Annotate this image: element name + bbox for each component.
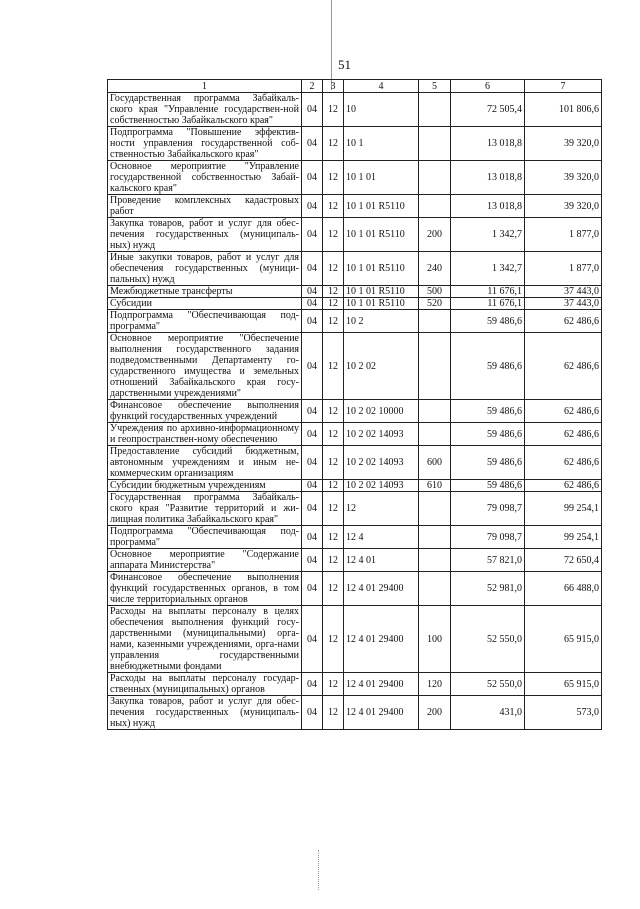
row-name: Основное мероприятие "Управление государственной собственностью Забай-кальского края"	[108, 161, 302, 195]
page-number: 51	[338, 57, 351, 72]
row-target-article: 10 1 01 R5110	[344, 286, 419, 298]
row-amount-year-2: 39 320,0	[525, 127, 602, 161]
table-row	[108, 526, 602, 549]
row-section-code: 12	[323, 423, 344, 446]
row-ministry-code: 04	[302, 310, 323, 333]
row-expense-type	[419, 333, 451, 400]
table-row	[108, 93, 602, 127]
row-ministry-code: 04	[302, 526, 323, 549]
row-amount-year-1: 59 486,6	[451, 310, 525, 333]
row-name: Межбюджетные трансферты	[108, 286, 302, 298]
row-ministry-code: 04	[302, 480, 323, 492]
row-amount-year-1: 59 486,6	[451, 333, 525, 400]
row-expense-type	[419, 93, 451, 127]
row-amount-year-2: 62 486,6	[525, 310, 602, 333]
row-ministry-code: 04	[302, 286, 323, 298]
row-amount-year-1: 52 550,0	[451, 673, 525, 696]
table-body	[108, 93, 602, 730]
row-target-article: 12 4 01 29400	[344, 696, 419, 730]
row-name: Учреждения по архивно-информационному и геопространствен-ному обеспечению	[108, 423, 302, 446]
row-amount-year-2: 62 486,6	[525, 446, 602, 480]
row-target-article: 10 2 02 14093	[344, 446, 419, 480]
row-name: Основное мероприятие "Обеспечение выполнения государственного задания подведомственными Департаменту го-сударственного имущества и земельных отношений Забайкальского края госу-дарственными учреждениями"	[108, 333, 302, 400]
row-amount-year-2: 37 443,0	[525, 286, 602, 298]
row-section-code: 12	[323, 446, 344, 480]
row-name: Субсидии	[108, 298, 302, 310]
row-ministry-code: 04	[302, 218, 323, 252]
row-amount-year-2: 37 443,0	[525, 298, 602, 310]
row-name: Расходы на выплаты персоналу государ-ственных (муниципальных) органов	[108, 673, 302, 696]
header-col-5: 5	[419, 80, 451, 93]
row-target-article: 12 4 01 29400	[344, 606, 419, 673]
row-amount-year-2: 62 486,6	[525, 333, 602, 400]
row-section-code: 12	[323, 127, 344, 161]
row-amount-year-1: 59 486,6	[451, 423, 525, 446]
row-expense-type: 240	[419, 252, 451, 286]
row-section-code: 12	[323, 480, 344, 492]
row-section-code: 12	[323, 606, 344, 673]
table-row	[108, 492, 602, 526]
row-target-article: 10 1 01 R5110	[344, 252, 419, 286]
table-row	[108, 400, 602, 423]
row-ministry-code: 04	[302, 161, 323, 195]
table-row	[108, 218, 602, 252]
row-amount-year-2: 62 486,6	[525, 400, 602, 423]
row-ministry-code: 04	[302, 492, 323, 526]
row-target-article: 10 2	[344, 310, 419, 333]
row-amount-year-1: 52 550,0	[451, 606, 525, 673]
table-row	[108, 195, 602, 218]
row-amount-year-1: 11 676,1	[451, 298, 525, 310]
header-col-1: 1	[108, 80, 302, 93]
row-expense-type	[419, 161, 451, 195]
row-target-article: 12 4 01 29400	[344, 572, 419, 606]
row-target-article: 10 1 01 R5110	[344, 298, 419, 310]
table-row	[108, 161, 602, 195]
row-ministry-code: 04	[302, 572, 323, 606]
header-col-7: 7	[525, 80, 602, 93]
row-expense-type: 120	[419, 673, 451, 696]
row-expense-type	[419, 492, 451, 526]
row-section-code: 12	[323, 93, 344, 127]
row-amount-year-2: 1 877,0	[525, 218, 602, 252]
table-row	[108, 310, 602, 333]
row-name: Закупка товаров, работ и услуг для обес-печения государственных (муниципаль-ных) нужд	[108, 696, 302, 730]
row-amount-year-2: 39 320,0	[525, 161, 602, 195]
header-col-4: 4	[344, 80, 419, 93]
row-ministry-code: 04	[302, 195, 323, 218]
row-ministry-code: 04	[302, 400, 323, 423]
row-section-code: 12	[323, 286, 344, 298]
row-amount-year-1: 57 821,0	[451, 549, 525, 572]
row-amount-year-2: 99 254,1	[525, 492, 602, 526]
row-expense-type: 520	[419, 298, 451, 310]
row-section-code: 12	[323, 526, 344, 549]
row-target-article: 10 2 02 14093	[344, 480, 419, 492]
table-row	[108, 572, 602, 606]
row-name: Государственная программа Забайкаль-ского края "Развитие территорий и жи-лищная политика Забайкальского края"	[108, 492, 302, 526]
row-amount-year-1: 13 018,8	[451, 195, 525, 218]
row-amount-year-1: 431,0	[451, 696, 525, 730]
table-row	[108, 298, 602, 310]
row-name: Подпрограмма "Повышение эффектив-ности управления государственной соб-ственностью Забайкальского края"	[108, 127, 302, 161]
table-row	[108, 252, 602, 286]
row-expense-type	[419, 549, 451, 572]
row-ministry-code: 04	[302, 673, 323, 696]
table-row	[108, 446, 602, 480]
row-expense-type	[419, 400, 451, 423]
row-target-article: 10 1	[344, 127, 419, 161]
row-ministry-code: 04	[302, 93, 323, 127]
header-col-2: 2	[302, 80, 323, 93]
table-row	[108, 127, 602, 161]
page-fold-line	[331, 0, 332, 90]
row-amount-year-1: 59 486,6	[451, 446, 525, 480]
page-fold-mark	[318, 850, 319, 890]
row-amount-year-2: 72 650,4	[525, 549, 602, 572]
row-ministry-code: 04	[302, 333, 323, 400]
row-name: Расходы на выплаты персоналу в целях обеспечения выполнения функций госу-дарственными (муниципальными) орга-нами, казенными учреждениями, орга-нами управления государственными внебюджетными фондами	[108, 606, 302, 673]
row-section-code: 12	[323, 492, 344, 526]
header-col-3: 3	[323, 80, 344, 93]
row-amount-year-2: 101 806,6	[525, 93, 602, 127]
row-ministry-code: 04	[302, 127, 323, 161]
row-ministry-code: 04	[302, 423, 323, 446]
row-ministry-code: 04	[302, 696, 323, 730]
row-amount-year-1: 59 486,6	[451, 480, 525, 492]
row-target-article: 12 4	[344, 526, 419, 549]
row-amount-year-1: 13 018,8	[451, 161, 525, 195]
table-header-row	[108, 80, 602, 93]
row-amount-year-2: 62 486,6	[525, 480, 602, 492]
table-row	[108, 696, 602, 730]
table-row	[108, 549, 602, 572]
row-name: Подпрограмма "Обеспечивающая под-программа"	[108, 310, 302, 333]
row-amount-year-1: 1 342,7	[451, 252, 525, 286]
row-section-code: 12	[323, 572, 344, 606]
header-col-6: 6	[451, 80, 525, 93]
row-target-article: 10 1 01 R5110	[344, 218, 419, 252]
row-ministry-code: 04	[302, 606, 323, 673]
row-name: Финансовое обеспечение выполнения функций государственных органов, в том числе территориальных органов	[108, 572, 302, 606]
row-amount-year-1: 59 486,6	[451, 400, 525, 423]
row-ministry-code: 04	[302, 298, 323, 310]
row-section-code: 12	[323, 673, 344, 696]
row-expense-type: 200	[419, 218, 451, 252]
row-section-code: 12	[323, 310, 344, 333]
row-name: Финансовое обеспечение выполнения функций государственных учреждений	[108, 400, 302, 423]
row-section-code: 12	[323, 161, 344, 195]
row-section-code: 12	[323, 696, 344, 730]
row-target-article: 10 2 02 10000	[344, 400, 419, 423]
row-ministry-code: 04	[302, 549, 323, 572]
row-section-code: 12	[323, 549, 344, 572]
row-target-article: 10 1 01	[344, 161, 419, 195]
row-expense-type: 500	[419, 286, 451, 298]
row-amount-year-2: 1 877,0	[525, 252, 602, 286]
row-amount-year-1: 72 505,4	[451, 93, 525, 127]
row-target-article: 10 2 02	[344, 333, 419, 400]
row-amount-year-1: 11 676,1	[451, 286, 525, 298]
row-target-article: 12 4 01	[344, 549, 419, 572]
row-section-code: 12	[323, 298, 344, 310]
row-expense-type: 200	[419, 696, 451, 730]
table-row	[108, 480, 602, 492]
table-row	[108, 606, 602, 673]
row-amount-year-2: 573,0	[525, 696, 602, 730]
row-name: Иные закупки товаров, работ и услуг для обеспечения государственных (муници-пальных) нужд	[108, 252, 302, 286]
budget-table	[107, 79, 602, 730]
row-amount-year-1: 1 342,7	[451, 218, 525, 252]
row-name: Закупка товаров, работ и услуг для обес-печения государственных (муниципаль-ных) нужд	[108, 218, 302, 252]
row-target-article: 12 4 01 29400	[344, 673, 419, 696]
row-section-code: 12	[323, 218, 344, 252]
row-name: Проведение комплексных кадастровых работ	[108, 195, 302, 218]
table-row	[108, 333, 602, 400]
row-expense-type	[419, 526, 451, 549]
row-expense-type	[419, 572, 451, 606]
row-ministry-code: 04	[302, 446, 323, 480]
row-amount-year-2: 99 254,1	[525, 526, 602, 549]
row-amount-year-2: 39 320,0	[525, 195, 602, 218]
row-amount-year-2: 65 915,0	[525, 606, 602, 673]
row-section-code: 12	[323, 195, 344, 218]
row-amount-year-1: 79 098,7	[451, 492, 525, 526]
row-name: Основное мероприятие "Содержание аппарата Министерства"	[108, 549, 302, 572]
row-expense-type: 100	[419, 606, 451, 673]
row-name: Предоставление субсидий бюджетным, автономным учреждениям и иным не-коммерческим организациям	[108, 446, 302, 480]
row-name: Подпрограмма "Обеспечивающая под-программа"	[108, 526, 302, 549]
row-amount-year-1: 13 018,8	[451, 127, 525, 161]
row-expense-type	[419, 423, 451, 446]
row-name: Субсидии бюджетным учреждениям	[108, 480, 302, 492]
row-amount-year-2: 65 915,0	[525, 673, 602, 696]
row-amount-year-2: 66 488,0	[525, 572, 602, 606]
row-amount-year-1: 79 098,7	[451, 526, 525, 549]
row-expense-type	[419, 127, 451, 161]
table-row	[108, 423, 602, 446]
row-amount-year-1: 52 981,0	[451, 572, 525, 606]
row-section-code: 12	[323, 400, 344, 423]
row-expense-type: 610	[419, 480, 451, 492]
row-target-article: 12	[344, 492, 419, 526]
row-name: Государственная программа Забайкаль-ского края "Управление государствен-ной собственностью Забайкальского края"	[108, 93, 302, 127]
row-target-article: 10 1 01 R5110	[344, 195, 419, 218]
table-row	[108, 286, 602, 298]
row-expense-type	[419, 310, 451, 333]
row-ministry-code: 04	[302, 252, 323, 286]
row-expense-type: 600	[419, 446, 451, 480]
row-expense-type	[419, 195, 451, 218]
row-target-article: 10 2 02 14093	[344, 423, 419, 446]
row-section-code: 12	[323, 252, 344, 286]
row-target-article: 10	[344, 93, 419, 127]
row-amount-year-2: 62 486,6	[525, 423, 602, 446]
table-row	[108, 673, 602, 696]
row-section-code: 12	[323, 333, 344, 400]
